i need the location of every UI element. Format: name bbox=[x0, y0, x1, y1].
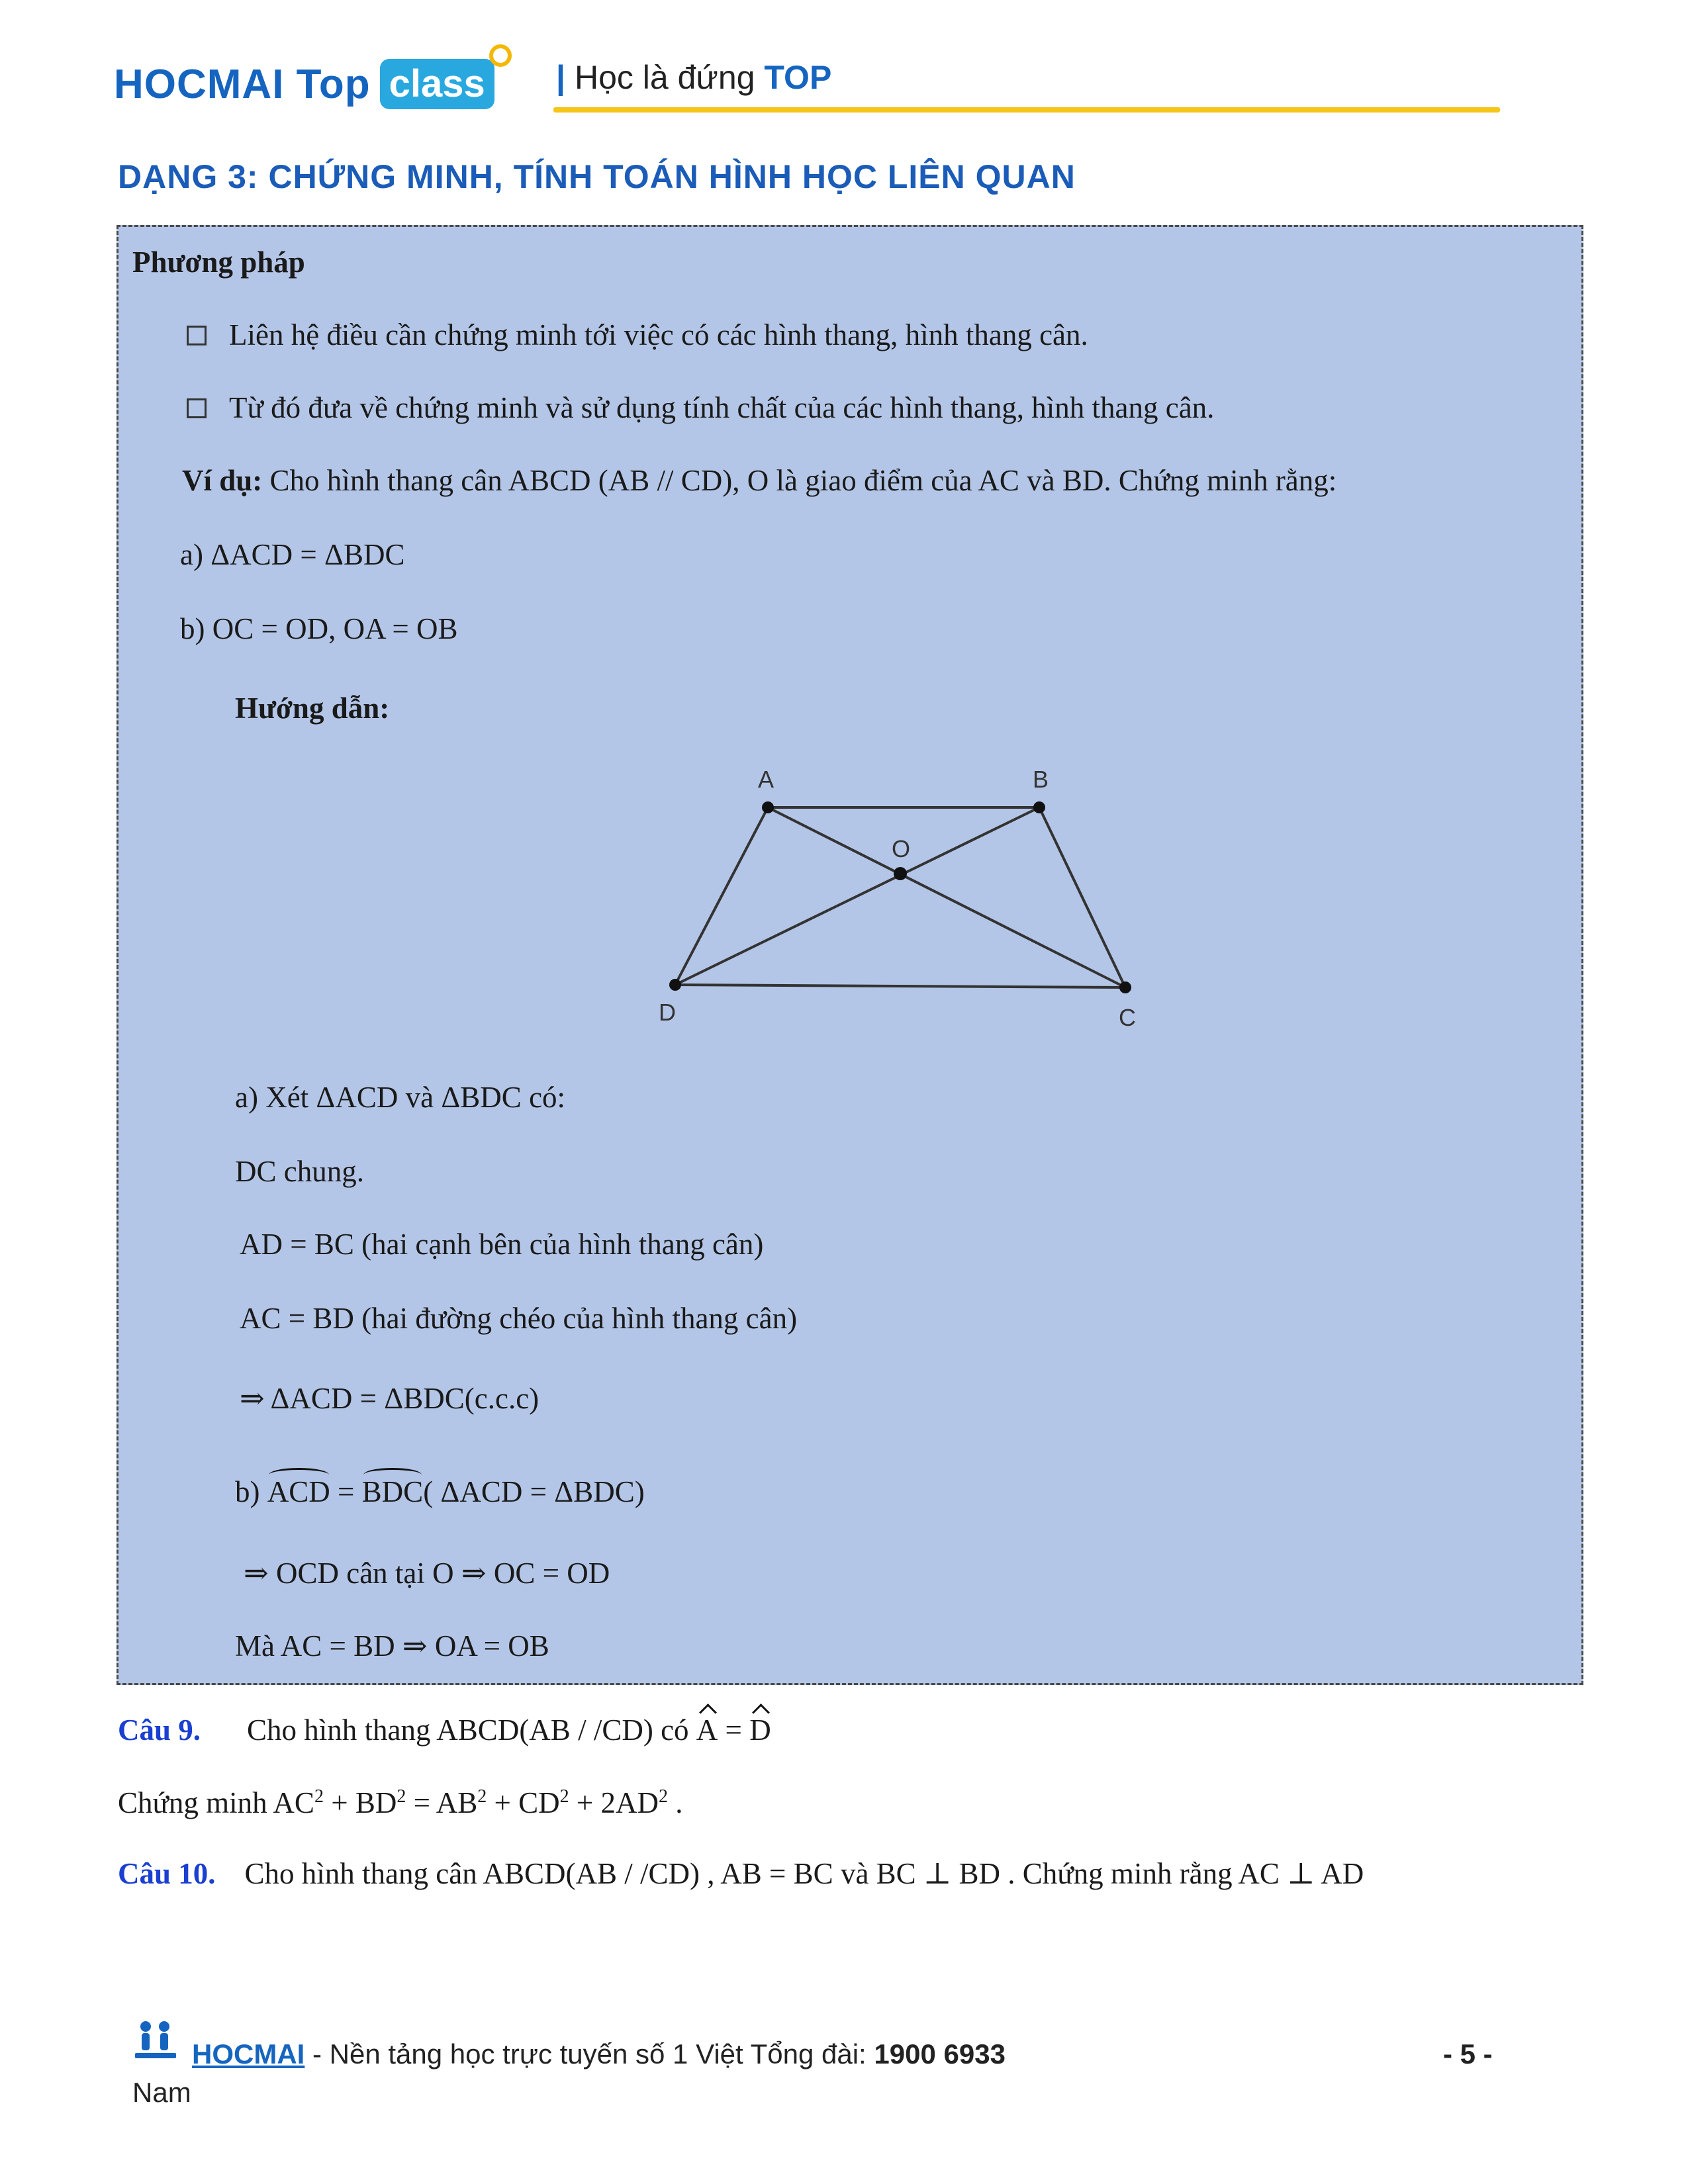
question-10-label: Câu 10. bbox=[118, 1857, 216, 1890]
label-d: D bbox=[659, 999, 676, 1026]
tagline-text: Học là đứng bbox=[575, 59, 755, 96]
footer-text: - Nền tảng học trực tuyến số 1 Việt bbox=[305, 2038, 751, 2070]
method-bullet-1-text: Liên hệ điều cần chứng minh tới việc có các hình thang, hình thang cân. bbox=[229, 318, 1088, 351]
hocmai-footer-icon bbox=[132, 2019, 179, 2065]
solution-a1: a) Xét ΔACD và ΔBDC có: bbox=[235, 1081, 566, 1114]
point-c bbox=[1119, 981, 1131, 993]
logo-class-badge bbox=[380, 59, 494, 109]
angle-a: A bbox=[696, 1713, 718, 1747]
exponent: 2 bbox=[397, 1786, 406, 1807]
exponent: 2 bbox=[559, 1786, 569, 1807]
footer-line-2: Nam bbox=[132, 2077, 191, 2108]
hocmai-logo bbox=[114, 54, 494, 114]
trapezoid-figure bbox=[649, 754, 1165, 1052]
solution-a5: ⇒ ΔACD = ΔBDC(c.c.c) bbox=[240, 1382, 539, 1415]
point-b bbox=[1033, 801, 1045, 813]
solution-b2: ⇒ OCD cân tại O ⇒ OC = OD bbox=[244, 1557, 610, 1590]
claim-part: . bbox=[668, 1786, 683, 1819]
edge-da bbox=[675, 807, 768, 985]
page-number bbox=[1443, 2038, 1493, 2070]
solution-b1-mid: = bbox=[330, 1475, 362, 1508]
label-c: C bbox=[1119, 1004, 1136, 1031]
footer-hotline-label: Tổng đài: bbox=[750, 2038, 874, 2070]
example-text: Cho hình thang cân ABCD (AB // CD), O là giao điểm của AC và BD. Chứng minh rằng: bbox=[269, 464, 1337, 497]
example-part-b: b) OC = OD, OA = OB bbox=[180, 612, 458, 645]
tagline-top: TOP bbox=[764, 59, 832, 96]
logo-main-text: HOCMAI Top bbox=[114, 61, 371, 107]
header-divider bbox=[553, 107, 1500, 113]
solution-b1 bbox=[235, 1475, 645, 1509]
question-10 bbox=[118, 1856, 1364, 1891]
method-bullet-1 bbox=[187, 318, 1088, 352]
claim-part: = AB bbox=[406, 1786, 478, 1819]
sun-icon bbox=[489, 44, 512, 67]
claim-part: + 2AD bbox=[569, 1786, 659, 1819]
claim-part: + CD bbox=[487, 1786, 560, 1819]
tagline bbox=[556, 58, 831, 97]
solution-b1-prefix: b) bbox=[235, 1475, 267, 1508]
solution-b1-suffix: ( ΔACD = ΔBDC) bbox=[423, 1475, 645, 1508]
footer-line bbox=[192, 2038, 1006, 2070]
section-title: DẠNG 3: CHỨNG MINH, TÍNH TOÁN HÌNH HỌC LIÊN QUAN bbox=[118, 158, 1076, 195]
exponent: 2 bbox=[659, 1786, 669, 1807]
solution-b3: Mà AC = BD ⇒ OA = OB bbox=[235, 1629, 549, 1662]
label-o: O bbox=[892, 835, 911, 862]
edge-cd bbox=[675, 985, 1125, 987]
tagline-bar: | bbox=[556, 59, 565, 96]
question-9-eq: = bbox=[718, 1713, 750, 1747]
question-9-text: Cho hình thang ABCD(AB / /CD) có bbox=[247, 1713, 696, 1747]
checkbox-icon bbox=[187, 326, 207, 345]
footer-brand-link[interactable]: HOCMAI bbox=[192, 2038, 305, 2070]
question-10-text: Cho hình thang cân ABCD(AB / /CD) , AB = BC và BC ⊥ BD . Chứng minh rằng AC ⊥ AD bbox=[244, 1857, 1364, 1890]
example-line bbox=[182, 463, 1336, 498]
question-9 bbox=[118, 1713, 771, 1747]
example-label: Ví dụ: bbox=[182, 464, 263, 497]
point-a bbox=[762, 801, 774, 813]
exponent: 2 bbox=[477, 1786, 487, 1807]
label-a: A bbox=[758, 766, 774, 793]
page-number-text: - 5 - bbox=[1443, 2038, 1493, 2070]
angle-bdc: BDC bbox=[361, 1475, 424, 1508]
logo-class-text: class bbox=[389, 62, 485, 105]
solution-a2: DC chung. bbox=[235, 1155, 364, 1188]
angle-d: D bbox=[749, 1713, 771, 1747]
claim-part: Chứng minh AC bbox=[118, 1786, 314, 1819]
method-bullet-2 bbox=[187, 390, 1214, 425]
checkbox-icon bbox=[187, 398, 207, 418]
question-9-claim bbox=[118, 1786, 683, 1820]
diagonal-ac bbox=[768, 807, 1125, 987]
method-bullet-2-text: Từ đó đưa về chứng minh và sử dụng tính chất của các hình thang, hình thang cân. bbox=[229, 391, 1215, 424]
guide-heading: Hướng dẫn: bbox=[235, 692, 390, 725]
exponent: 2 bbox=[314, 1786, 324, 1807]
solution-a4: AC = BD (hai đường chéo của hình thang cân) bbox=[240, 1302, 798, 1335]
label-b: B bbox=[1033, 766, 1049, 793]
point-d bbox=[669, 979, 681, 991]
point-o bbox=[894, 867, 907, 880]
footer-hotline: 1900 6933 bbox=[874, 2038, 1006, 2070]
example-part-a: a) ΔACD = ΔBDC bbox=[180, 538, 405, 571]
edge-bc bbox=[1039, 807, 1125, 987]
angle-acd: ACD bbox=[267, 1475, 330, 1508]
question-9-label: Câu 9. bbox=[118, 1713, 201, 1747]
diagonal-bd bbox=[675, 807, 1039, 985]
solution-a3: AD = BC (hai cạnh bên của hình thang cân) bbox=[240, 1228, 764, 1261]
method-heading: Phương pháp bbox=[132, 246, 305, 279]
claim-part: + BD bbox=[323, 1786, 397, 1819]
